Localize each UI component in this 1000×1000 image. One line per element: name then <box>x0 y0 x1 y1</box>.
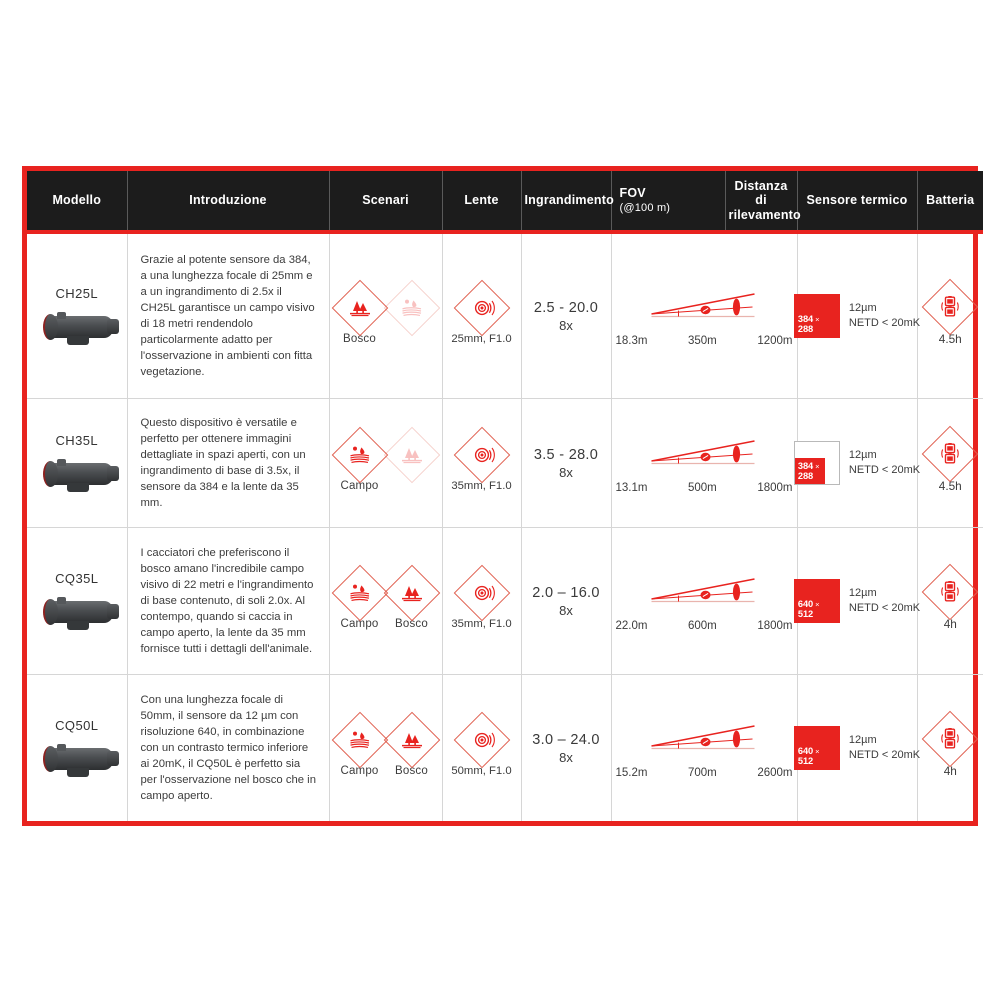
magnification-range: 3.0 – 24.0 <box>532 731 600 748</box>
fov-range-diagram <box>612 285 797 332</box>
header-sensore-label: Sensore termico <box>806 193 908 208</box>
battery-duration: 4h <box>943 616 957 631</box>
forest-icon <box>383 427 440 484</box>
field-icon <box>383 280 440 337</box>
header-modello <box>27 171 127 232</box>
sensor-resolution-width: 640 <box>797 599 814 610</box>
battery-icon <box>922 279 979 336</box>
cell-lens <box>442 675 521 821</box>
cell-battery <box>917 675 983 821</box>
scenario-label: Campo <box>340 479 379 492</box>
cell-model <box>27 399 127 528</box>
scenario-field <box>337 573 383 630</box>
forest-icon <box>331 280 388 337</box>
scenario-label: Campo <box>340 764 379 777</box>
field-icon <box>331 427 388 484</box>
header-introduzione <box>127 171 329 232</box>
sensor-resolution-width: 640 <box>797 745 814 756</box>
battery-duration: 4h <box>943 763 957 778</box>
magnification-zoom: 8x <box>559 749 573 765</box>
model-name: CH25L <box>55 285 98 301</box>
scenario-forest <box>337 288 383 345</box>
cell-lens <box>442 399 521 528</box>
detection-distance-person: 2600m <box>757 767 793 780</box>
cell-scenarios <box>329 232 442 399</box>
table-header <box>27 171 983 232</box>
introduction-text: Questo dispositivo è versatile e perfetto per ottenere immagini dettagliate in spazi aperti, con un ingrandimento di base di 3.5x, il sensore da 384 e la lente da 35 mm. <box>140 417 306 510</box>
header-ingrandimento <box>521 171 614 232</box>
header-row <box>27 171 983 232</box>
sensor-resolution-graphic: 640 × 512 <box>794 579 840 623</box>
sensor-pixel-pitch: 12µm <box>848 448 877 461</box>
sensor-netd: NETD < 20mK <box>848 602 921 615</box>
product-thermal-scope-image <box>35 739 119 779</box>
lens-icon <box>453 280 510 337</box>
cell-scenarios <box>329 675 442 821</box>
magnification-zoom: 8x <box>559 317 573 333</box>
product-thermal-scope-image <box>35 307 119 347</box>
fov-range-diagram <box>612 570 797 617</box>
cell-thermal-sensor <box>797 528 921 675</box>
lens-icon <box>453 711 510 768</box>
sensor-resolution-graphic: 640 × 512 <box>794 726 840 770</box>
scenario-label: Bosco <box>343 332 376 345</box>
table-row <box>27 399 983 528</box>
scenario-field <box>337 435 383 492</box>
sensor-pixel-pitch: 12µm <box>848 733 877 746</box>
forest-icon <box>383 711 440 768</box>
cell-fov-detection-range <box>611 399 797 528</box>
magnification-range: 2.0 – 16.0 <box>532 584 600 601</box>
fov-value: 22.0m <box>615 620 648 633</box>
header-lente-label: Lente <box>464 193 499 208</box>
model-name: CQ50L <box>55 717 99 733</box>
cell-battery <box>917 232 983 399</box>
sensor-resolution-height: 512 <box>797 756 814 767</box>
lens-value: 35mm, F1.0 <box>451 479 512 492</box>
cell-introduction <box>127 232 329 399</box>
cell-scenarios <box>329 528 442 675</box>
sensor-netd: NETD < 20mK <box>848 317 921 330</box>
header-scenari-label: Scenari <box>362 193 409 208</box>
cell-battery <box>917 528 983 675</box>
header-batteria <box>917 171 983 232</box>
sensor-pixel-pitch: 12µm <box>848 586 877 599</box>
table-body <box>27 232 983 821</box>
scenario-label: Campo <box>340 617 379 630</box>
magnification-zoom: 8x <box>559 464 573 480</box>
cell-magnification <box>521 232 611 399</box>
scenario-forest <box>389 573 435 630</box>
forest-icon <box>383 564 440 621</box>
cell-model <box>27 528 127 675</box>
sensor-resolution-height: 288 <box>797 471 814 482</box>
battery-icon <box>922 563 979 620</box>
introduction-text: I cacciatori che preferiscono il bosco amano l'incredibile campo visivo di 22 metri e l'ingrandimento di base contenuto, di soli 2.0x. Al contempo, quando si caccia in campo aperto, la lente da 35 mm fornisce tutti i dettagli dell'animale. <box>140 547 314 656</box>
sensor-resolution-graphic: 384 × 288 <box>794 294 840 338</box>
cell-lens <box>442 232 521 399</box>
cell-lens <box>442 528 521 675</box>
detection-distance-person: 1800m <box>757 620 793 633</box>
header-fov <box>611 171 725 232</box>
magnification-zoom: 8x <box>559 602 573 618</box>
cell-model <box>27 232 127 399</box>
introduction-text: Con una lunghezza focale di 50mm, il sensore da 12 µm con risoluzione 640, in combinazione con un contrasto termico inferiore ai 20mK, il CQ50L è perfetto sia per l'osservazione nel bosco che in campo aperto. <box>140 693 316 803</box>
lens-value: 50mm, F1.0 <box>451 764 512 777</box>
lens-icon <box>453 427 510 484</box>
cell-introduction <box>127 675 329 821</box>
battery-duration: 4.5h <box>938 331 962 346</box>
fov-range-diagram <box>612 432 797 479</box>
header-batteria-label: Batteria <box>926 193 975 208</box>
cell-thermal-sensor <box>797 232 921 399</box>
scenario-forest <box>389 435 435 480</box>
product-thermal-scope-image <box>35 592 119 632</box>
model-name: CH35L <box>55 432 98 448</box>
sensor-netd: NETD < 20mK <box>848 464 921 477</box>
cell-magnification <box>521 528 611 675</box>
header-fov-label: FOV <box>619 186 646 201</box>
cell-introduction <box>127 528 329 675</box>
header-lente <box>442 171 521 232</box>
magnification-range: 2.5 - 20.0 <box>533 299 599 316</box>
header-fov-sub: (@100 m) <box>619 202 671 215</box>
lens-icon <box>453 564 510 621</box>
fov-value: 18.3m <box>615 335 648 348</box>
cell-fov-detection-range <box>611 528 797 675</box>
sensor-pixel-pitch: 12µm <box>848 301 877 314</box>
fov-value: 15.2m <box>615 767 648 780</box>
sensor-resolution-width: 384 <box>797 461 814 472</box>
detection-distance-vehicle: 600m <box>688 620 717 633</box>
fov-range-diagram <box>612 717 797 764</box>
cell-fov-detection-range <box>611 232 797 399</box>
product-comparison-table <box>22 166 978 826</box>
model-name: CQ35L <box>55 570 99 586</box>
cell-model <box>27 675 127 821</box>
battery-icon <box>922 710 979 767</box>
cell-thermal-sensor <box>797 675 921 821</box>
cell-thermal-sensor <box>797 399 921 528</box>
detection-distance-vehicle: 500m <box>688 482 717 495</box>
scenario-forest <box>389 720 435 777</box>
cell-introduction <box>127 399 329 528</box>
sensor-resolution-width: 384 <box>797 314 814 325</box>
battery-duration: 4.5h <box>938 478 962 493</box>
detection-distance-vehicle: 350m <box>688 335 717 348</box>
detection-distance-person: 1800m <box>757 482 793 495</box>
lens-value: 35mm, F1.0 <box>451 617 512 630</box>
cell-fov-detection-range <box>611 675 797 821</box>
magnification-range: 3.5 - 28.0 <box>533 446 599 463</box>
product-thermal-scope-image <box>35 454 119 494</box>
scenario-label: Bosco <box>395 617 428 630</box>
detection-distance-person: 1200m <box>757 335 793 348</box>
scenario-label: Bosco <box>395 764 428 777</box>
table-row <box>27 232 983 399</box>
cell-magnification <box>521 675 611 821</box>
sensor-resolution-graphic: 384 × 288 <box>794 441 840 485</box>
battery-icon <box>922 426 979 483</box>
header-ingrandimento-label: Ingrandimento <box>524 193 614 208</box>
field-icon <box>331 711 388 768</box>
detection-distance-vehicle: 700m <box>688 767 717 780</box>
cell-magnification <box>521 399 611 528</box>
header-distanza-sub: rilevamento <box>728 207 801 222</box>
scenario-field <box>337 720 383 777</box>
table-row <box>27 675 983 821</box>
lens-value: 25mm, F1.0 <box>451 332 512 345</box>
header-modello-label: Modello <box>52 193 102 208</box>
header-distanza-label: Distanza di <box>734 179 788 208</box>
introduction-text: Grazie al potente sensore da 384, a una lunghezza focale di 25mm e a un ingrandimento di 2.5x il CH25L garantisce un campo visivo di 18 metri rendendolo particolarmente adatto per l'osservazione in ambienti con fitta vegetazione. <box>140 254 315 379</box>
header-introduzione-label: Introduzione <box>189 193 267 208</box>
sensor-resolution-height: 512 <box>797 609 814 620</box>
table-row <box>27 528 983 675</box>
field-icon <box>331 564 388 621</box>
fov-value: 13.1m <box>615 482 648 495</box>
header-distanza <box>725 171 801 232</box>
scenario-field <box>389 288 435 333</box>
sensor-netd: NETD < 20mK <box>848 749 921 762</box>
header-scenari <box>329 171 442 232</box>
cell-scenarios <box>329 399 442 528</box>
sensor-resolution-height: 288 <box>797 324 814 335</box>
cell-battery <box>917 399 983 528</box>
header-sensore <box>797 171 917 232</box>
